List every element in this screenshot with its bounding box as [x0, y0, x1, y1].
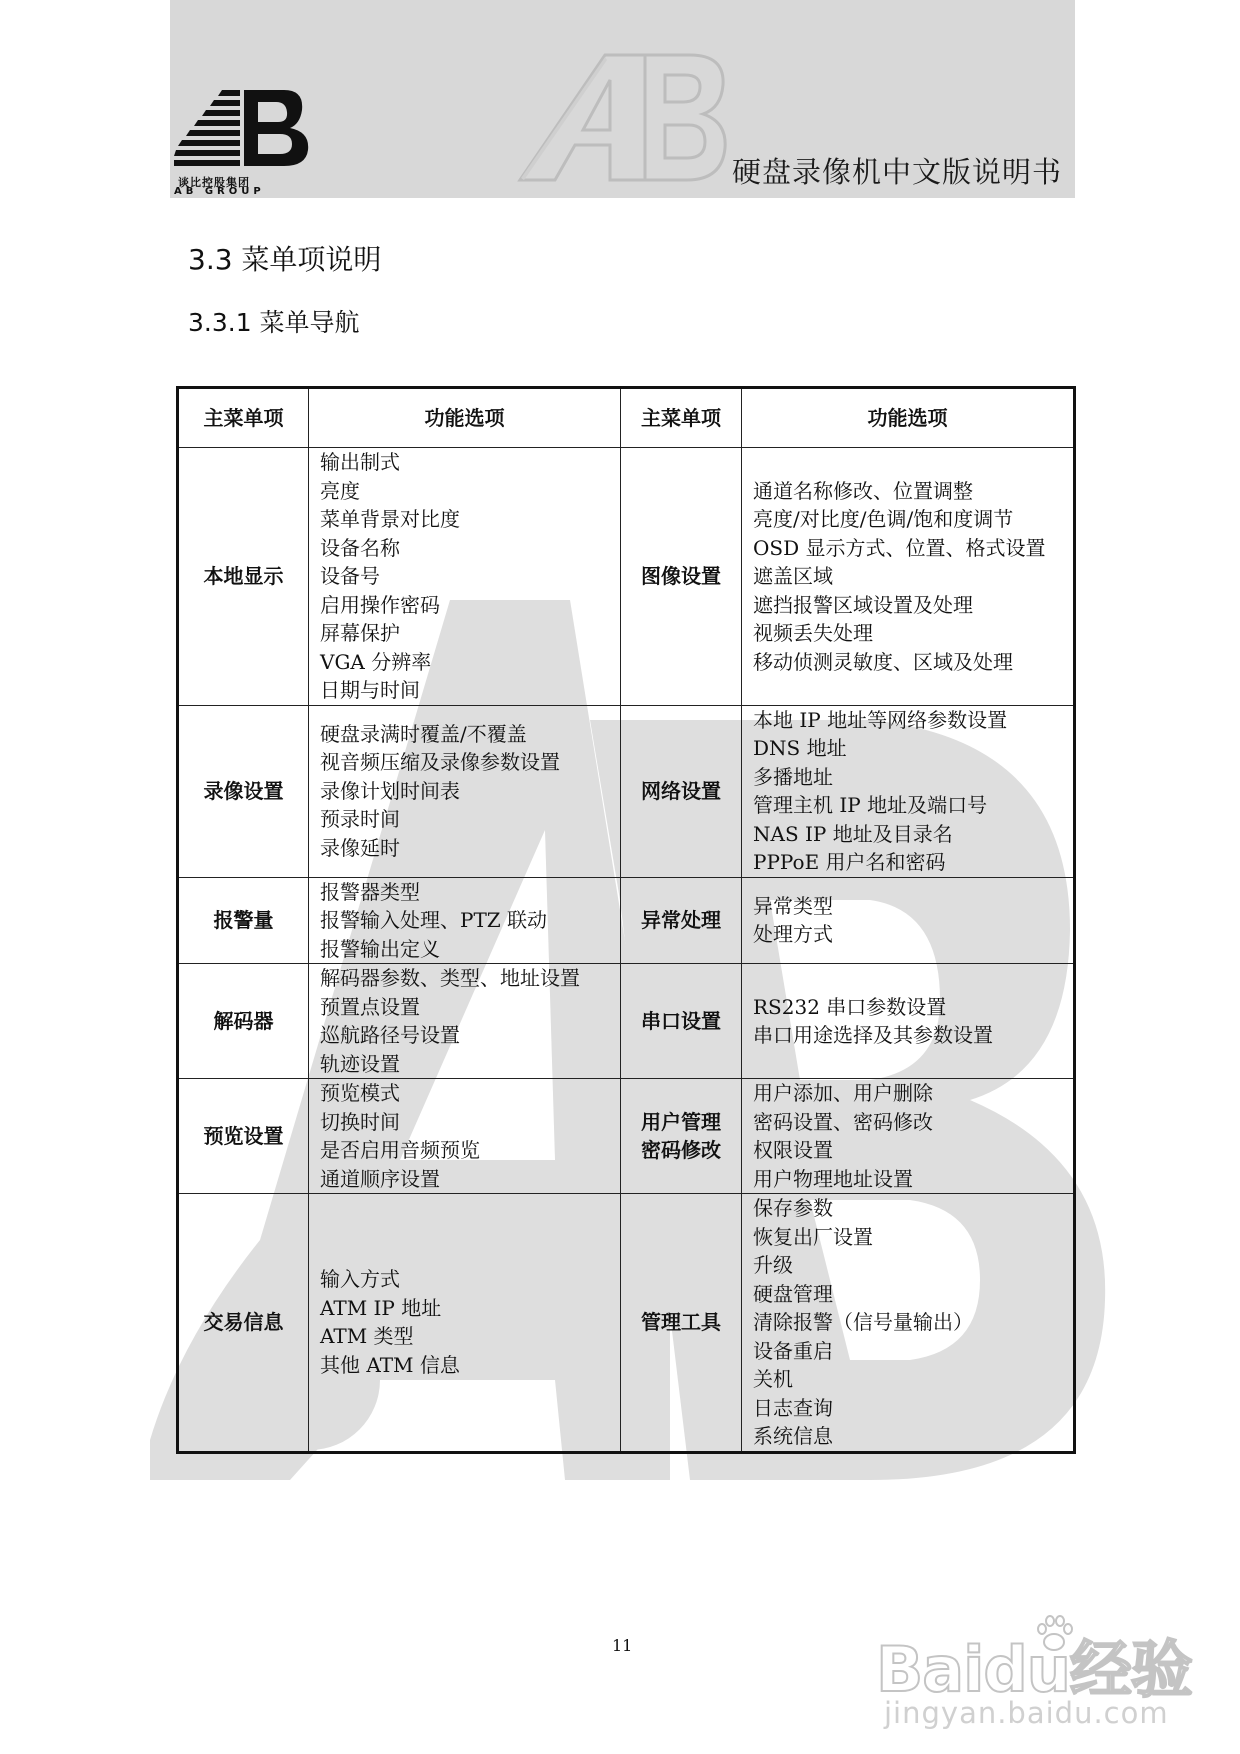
table-header-row [178, 388, 1075, 448]
function-option: 串口用途选择及其参数设置 [753, 1023, 993, 1047]
header-function-left: 功能选项 [309, 388, 621, 448]
function-option: 亮度/对比度/色调/饱和度调节 [753, 507, 1014, 531]
function-option: 报警输入处理、PTZ 联动 [320, 908, 548, 932]
function-option: 通道名称修改、位置调整 [753, 478, 973, 503]
function-option: 日志查询 [753, 1395, 833, 1420]
function-options-cell [309, 1194, 621, 1453]
function-option: 设备重启 [753, 1338, 833, 1363]
header-main-menu-right: 主菜单项 [621, 388, 742, 448]
main-menu-label: 解码器 [213, 1008, 274, 1033]
main-menu-label: 异常处理 [641, 908, 721, 932]
main-menu-cell [621, 1079, 742, 1194]
main-menu-label: 录像设置 [203, 778, 284, 803]
function-option: 切换时间 [320, 1109, 400, 1134]
function-option: 异常类型 [753, 893, 833, 918]
main-menu-cell [178, 1194, 309, 1453]
function-option: 保存参数 [753, 1196, 833, 1220]
function-option: 硬盘录满时覆盖/不覆盖 [320, 721, 527, 746]
function-option: 视频丢失处理 [753, 621, 873, 645]
function-option: ATM IP 地址 [320, 1295, 442, 1320]
baidu-watermark [876, 1612, 1196, 1742]
function-options-cell [742, 705, 1075, 877]
table-row [178, 877, 1075, 964]
function-options-cell [742, 877, 1075, 964]
function-option: 系统信息 [753, 1424, 833, 1448]
function-options-cell [742, 964, 1075, 1079]
table-row [178, 1079, 1075, 1194]
company-logo [174, 88, 324, 196]
function-option: 遮挡报警区域设置及处理 [753, 592, 973, 617]
main-menu-cell [621, 877, 742, 964]
main-menu-label: 用户管理 密码修改 [641, 1109, 721, 1162]
function-options-cell [309, 448, 621, 706]
main-menu-cell [178, 705, 309, 877]
function-option: 轨迹设置 [320, 1051, 400, 1076]
function-option: 预录时间 [320, 807, 400, 832]
function-option: 启用操作密码 [320, 592, 440, 617]
table-row [178, 448, 1075, 706]
function-option: 权限设置 [753, 1138, 833, 1162]
main-menu-label: 图像设置 [641, 564, 721, 588]
function-option: 录像延时 [320, 835, 400, 860]
function-options-cell [742, 1194, 1075, 1453]
main-menu-cell [178, 448, 309, 706]
function-options-cell [309, 1079, 621, 1194]
logo-chinese-name: 谈比控股集团 [178, 176, 250, 189]
baidu-url: jingyan.baidu.com [884, 1696, 1169, 1730]
main-menu-cell [621, 448, 742, 706]
function-option: 遮盖区域 [753, 564, 833, 588]
function-option: 多播地址 [753, 764, 833, 789]
page-number: 11 [612, 1636, 633, 1655]
function-option: 管理主机 IP 地址及端口号 [753, 793, 988, 817]
document-title: 硬盘录像机中文版说明书 [732, 155, 1063, 189]
function-options-cell [742, 448, 1075, 706]
function-option: 密码设置、密码修改 [753, 1109, 933, 1134]
function-option: 用户添加、用户删除 [753, 1081, 933, 1105]
function-option: 用户物理地址设置 [753, 1166, 913, 1191]
function-option: 清除报警（信号量输出） [753, 1310, 973, 1334]
function-options-cell [309, 877, 621, 964]
function-option: 本地 IP 地址等网络参数设置 [753, 707, 1008, 732]
function-option: 视音频压缩及录像参数设置 [320, 750, 560, 775]
function-option: 菜单背景对比度 [320, 507, 460, 531]
section-subtitle: 3.3.1 菜单导航 [188, 308, 360, 337]
function-options-cell [309, 705, 621, 877]
function-option: 通道顺序设置 [320, 1166, 440, 1191]
function-options-cell [309, 964, 621, 1079]
header-function-right: 功能选项 [742, 388, 1075, 448]
main-menu-cell [621, 705, 742, 877]
main-menu-cell [178, 877, 309, 964]
function-option: DNS 地址 [753, 736, 847, 760]
function-option: 其他 ATM 信息 [320, 1352, 460, 1377]
function-option: 输出制式 [320, 450, 400, 474]
function-option: 是否启用音频预览 [320, 1138, 480, 1162]
main-menu-label: 串口设置 [641, 1008, 721, 1033]
ab-emboss-logo [515, 50, 730, 185]
function-option: 日期与时间 [320, 678, 420, 702]
baidu-brand: Baidu经验 [876, 1633, 1192, 1706]
function-option: VGA 分辨率 [320, 649, 432, 674]
function-options-cell [742, 1079, 1075, 1194]
main-menu-label: 预览设置 [203, 1123, 284, 1148]
logo-english-name: AB GROUP [174, 186, 265, 197]
function-option: 处理方式 [753, 922, 833, 947]
function-option: 报警输出定义 [320, 936, 440, 961]
function-option: NAS IP 地址及目录名 [753, 821, 953, 846]
function-option: PPPoE 用户名和密码 [753, 850, 946, 874]
function-option: RS232 串口参数设置 [753, 994, 947, 1019]
ab-logo-icon [174, 88, 324, 178]
function-option: 解码器参数、类型、地址设置 [320, 966, 580, 990]
menu-navigation-table [176, 386, 1076, 1454]
main-menu-label: 本地显示 [203, 564, 284, 588]
header-main-menu-left: 主菜单项 [178, 388, 309, 448]
main-menu-cell [621, 964, 742, 1079]
main-menu-cell [621, 1194, 742, 1453]
function-option: 恢复出厂设置 [753, 1224, 873, 1249]
function-option: 关机 [753, 1367, 793, 1391]
function-option: 预置点设置 [320, 994, 420, 1019]
main-menu-cell [178, 1079, 309, 1194]
main-menu-label: 交易信息 [203, 1310, 284, 1334]
function-option: 巡航路径号设置 [320, 1023, 460, 1047]
function-option: 输入方式 [320, 1267, 400, 1292]
function-option: 录像计划时间表 [320, 778, 460, 803]
function-option: 移动侦测灵敏度、区域及处理 [753, 649, 1013, 674]
function-option: 预览模式 [320, 1081, 400, 1105]
function-option: 硬盘管理 [753, 1281, 833, 1306]
table-row [178, 705, 1075, 877]
main-menu-label: 网络设置 [641, 778, 721, 803]
function-option: OSD 显示方式、位置、格式设置 [753, 535, 1046, 560]
function-option: 升级 [753, 1253, 793, 1277]
function-option: 屏幕保护 [320, 621, 400, 645]
function-option: ATM 类型 [320, 1324, 414, 1349]
function-option: 设备名称 [320, 535, 400, 560]
table-row [178, 1194, 1075, 1453]
main-menu-label: 管理工具 [641, 1310, 721, 1334]
function-option: 报警器类型 [320, 879, 420, 904]
table-row [178, 964, 1075, 1079]
main-menu-cell [178, 964, 309, 1079]
table-body [178, 448, 1075, 1453]
main-menu-label: 报警量 [213, 908, 274, 932]
function-option: 设备号 [320, 564, 380, 588]
function-option: 亮度 [320, 478, 360, 503]
section-title: 3.3 菜单项说明 [188, 243, 382, 276]
